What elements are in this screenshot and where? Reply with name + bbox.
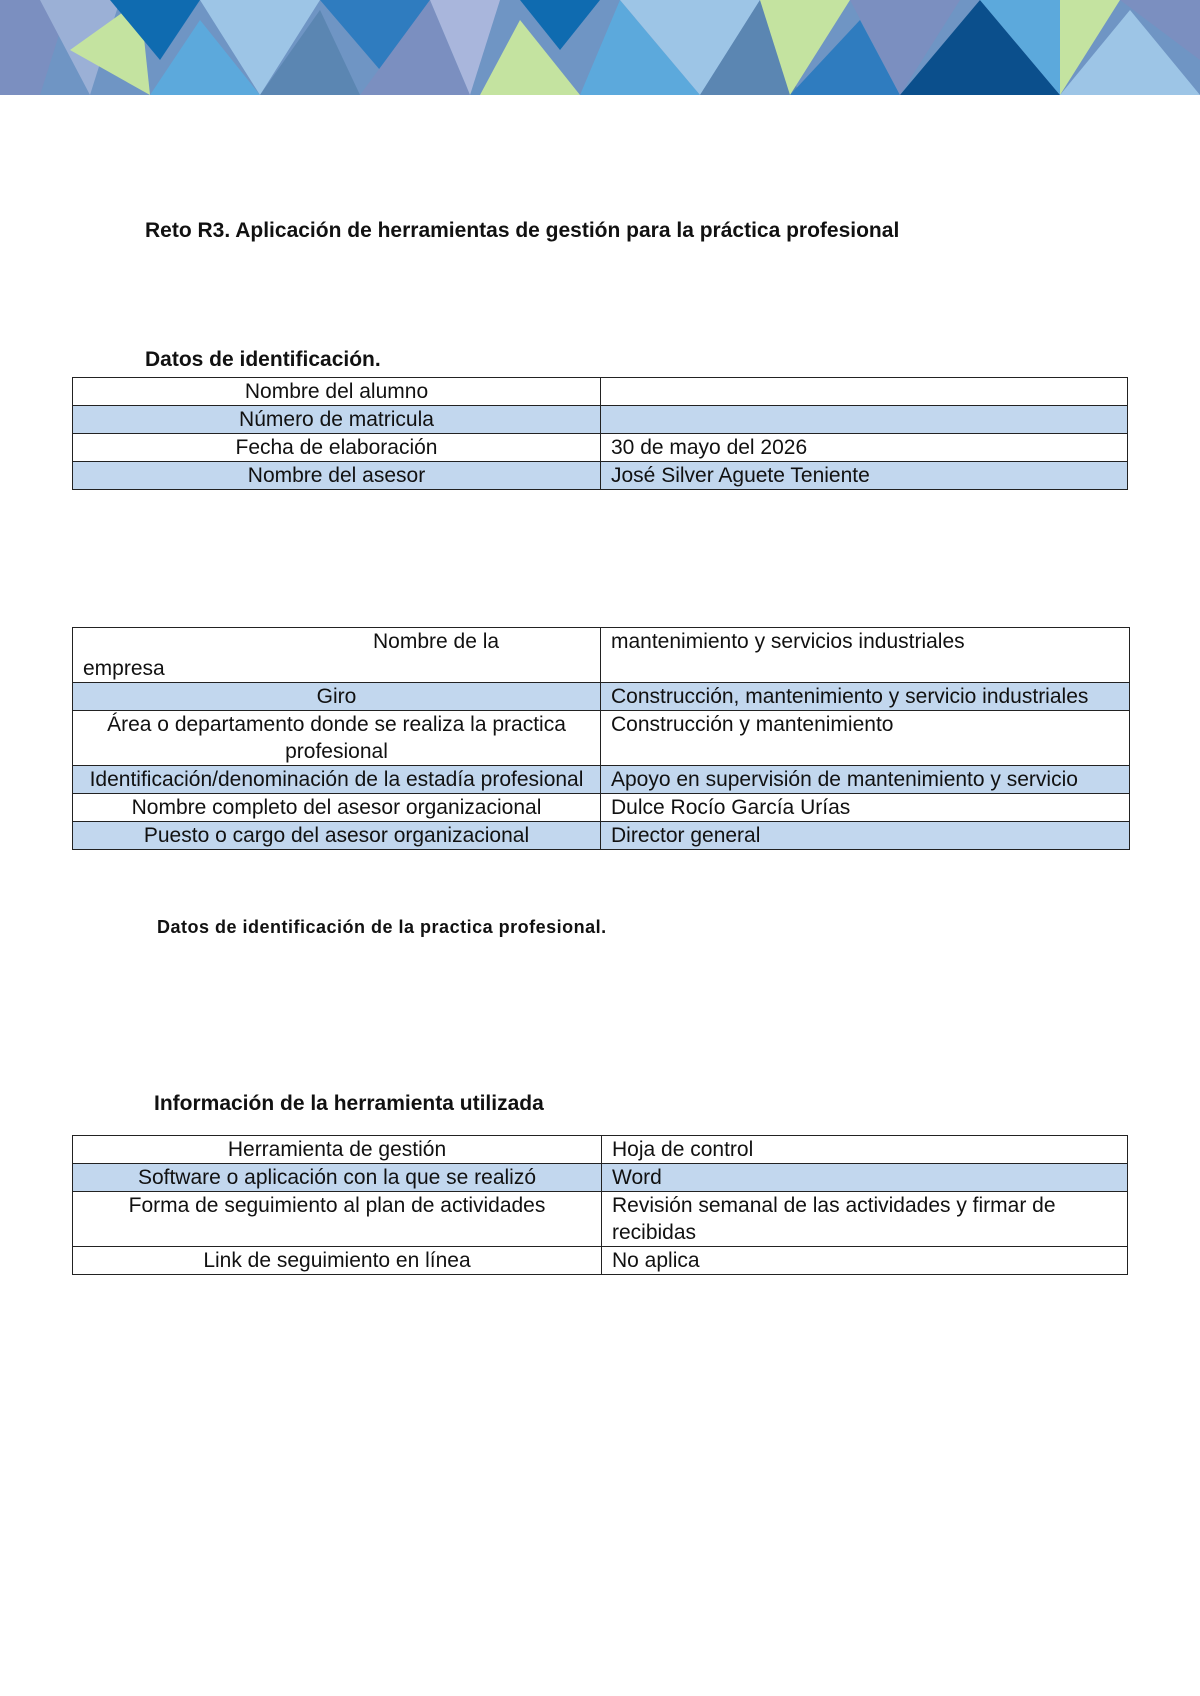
- row-value: [601, 378, 1128, 406]
- row-value: Construcción y mantenimiento: [601, 711, 1130, 766]
- row-value: Word: [602, 1164, 1128, 1192]
- table-row: [73, 434, 1128, 462]
- row-label: Puesto o cargo del asesor organizacional: [73, 822, 601, 850]
- row-value: Director general: [601, 822, 1130, 850]
- header-banner: [0, 0, 1200, 95]
- table-row: [73, 1192, 1128, 1247]
- table-row: [73, 406, 1128, 434]
- table-row: [73, 794, 1130, 822]
- row-label: Área o departamento donde se realiza la practica profesional: [73, 711, 601, 766]
- table-row: [73, 378, 1128, 406]
- row-label: Forma de seguimiento al plan de actividades: [73, 1192, 602, 1247]
- row-value: [601, 406, 1128, 434]
- table-row: [73, 462, 1128, 490]
- row-value: mantenimiento y servicios industriales: [601, 628, 1130, 683]
- row-value: Hoja de control: [602, 1136, 1128, 1164]
- identification-heading: Datos de identificación.: [145, 348, 381, 371]
- company-label-line1: Nombre de la: [373, 630, 500, 653]
- document-title: Reto R3. Aplicación de herramientas de gestión para la práctica profesional: [145, 219, 900, 242]
- row-value: Apoyo en supervisión de mantenimiento y servicio: [601, 766, 1130, 794]
- row-label: Número de matricula: [73, 406, 601, 434]
- geometric-banner-graphic: [0, 0, 1200, 95]
- row-label: Nombre del asesor: [73, 462, 601, 490]
- practice-table: [72, 627, 1130, 850]
- table-row: [73, 822, 1130, 850]
- row-value: Construcción, mantenimiento y servicio industriales: [601, 683, 1130, 711]
- tool-table: [72, 1135, 1128, 1275]
- row-label: Nombre completo del asesor organizacional: [73, 794, 601, 822]
- table-row: [73, 766, 1130, 794]
- row-label: Identificación/denominación de la estadía profesional: [73, 766, 601, 794]
- row-value: Dulce Rocío García Urías: [601, 794, 1130, 822]
- table-row: [73, 1136, 1128, 1164]
- row-label: Giro: [73, 683, 601, 711]
- practice-table-caption: Datos de identificación de la practica profesional.: [157, 917, 607, 937]
- row-value: 30 de mayo del 2026: [601, 434, 1128, 462]
- row-label: Herramienta de gestión: [73, 1136, 602, 1164]
- identification-table: [72, 377, 1128, 490]
- row-label: Software o aplicación con la que se realizó: [73, 1164, 602, 1192]
- table-row: [73, 1164, 1128, 1192]
- row-value: Revisión semanal de las actividades y firmar de recibidas: [602, 1192, 1128, 1247]
- table-row: [73, 683, 1130, 711]
- table-row: [73, 1247, 1128, 1275]
- company-label-line2: empresa: [83, 657, 165, 680]
- table-row: [73, 628, 1130, 683]
- row-label: Link de seguimiento en línea: [73, 1247, 602, 1275]
- row-label: Fecha de elaboración: [73, 434, 601, 462]
- table-row: [73, 711, 1130, 766]
- row-value: No aplica: [602, 1247, 1128, 1275]
- tool-heading: Información de la herramienta utilizada: [154, 1092, 544, 1115]
- row-label: [73, 628, 601, 683]
- row-label: Nombre del alumno: [73, 378, 601, 406]
- row-value: José Silver Aguete Teniente: [601, 462, 1128, 490]
